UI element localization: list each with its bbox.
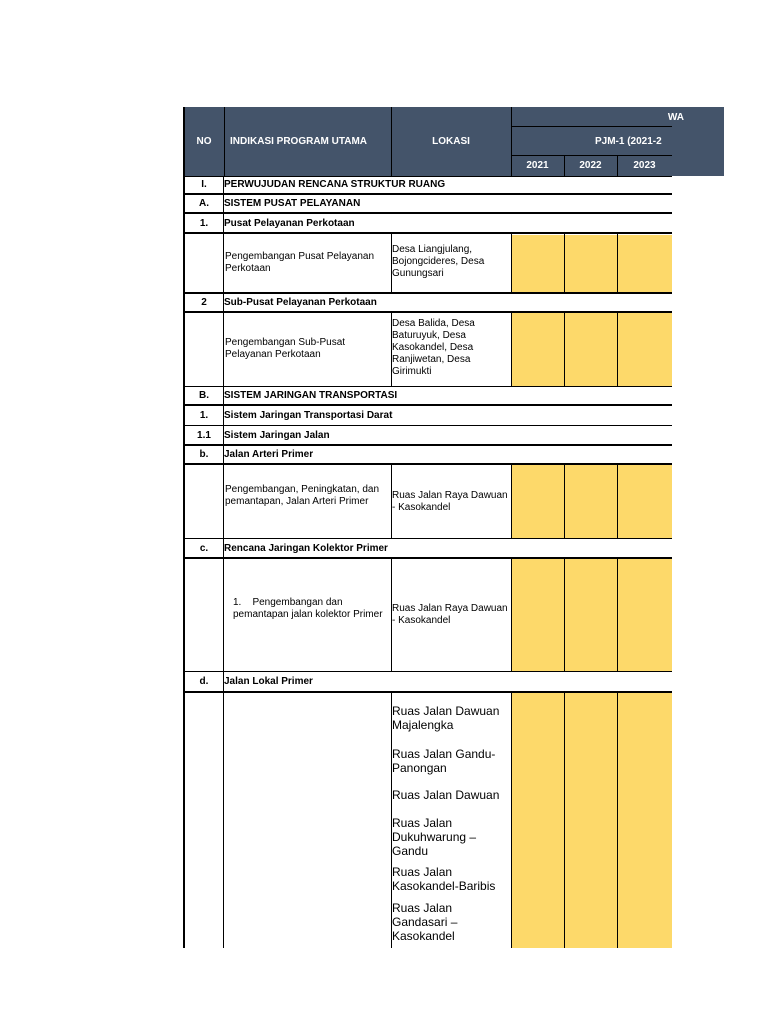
row-number: B. bbox=[199, 390, 209, 401]
lokasi-item: Ruas Jalan Dukuhwarung – Gandu bbox=[392, 816, 477, 858]
row-divider bbox=[184, 444, 672, 446]
lokasi-item: Ruas Jalan Gandu-Panongan bbox=[392, 747, 496, 775]
row-divider bbox=[184, 538, 672, 539]
program-text: Pengembangan, Peningkatan, dan pemantapan, Jalan Arteri Primer bbox=[225, 484, 380, 507]
header-year-2021 bbox=[511, 155, 564, 176]
header-waktu-label: WA bbox=[667, 111, 684, 123]
column-divider bbox=[511, 691, 512, 948]
year-cell bbox=[618, 313, 672, 386]
program-text: 1. Pengembangan dan pemantapan jalan kolektor Primer bbox=[233, 597, 383, 620]
row-number: 1. bbox=[199, 218, 209, 229]
column-divider bbox=[564, 557, 565, 672]
year-cell bbox=[618, 559, 672, 671]
column-divider bbox=[511, 557, 512, 672]
row-divider bbox=[184, 557, 672, 559]
header-year-2022 bbox=[564, 155, 617, 176]
section-title: Sistem Jaringan Jalan bbox=[224, 430, 330, 441]
row-divider bbox=[184, 404, 672, 406]
program-text: Pengembangan Pusat Pelayanan Perkotaan bbox=[225, 251, 375, 274]
header-waktu bbox=[511, 107, 724, 127]
header-program bbox=[224, 107, 391, 176]
row-divider bbox=[184, 232, 672, 234]
header-pjm-label: PJM-1 (2021-2 bbox=[595, 135, 662, 147]
row-number: 2 bbox=[201, 297, 207, 308]
lokasi-item: Ruas Jalan Dawuan bbox=[392, 788, 500, 802]
row-number: A. bbox=[199, 198, 209, 209]
section-title: Rencana Jaringan Kolektor Primer bbox=[224, 543, 388, 554]
row-number: d. bbox=[199, 676, 209, 687]
row-divider bbox=[184, 671, 672, 672]
column-divider bbox=[564, 691, 565, 948]
column-divider bbox=[617, 691, 618, 948]
row-divider bbox=[184, 193, 672, 195]
year-cell bbox=[565, 559, 617, 671]
section-title: SISTEM PUSAT PELAYANAN bbox=[224, 198, 361, 209]
column-divider bbox=[183, 107, 185, 948]
column-divider bbox=[617, 311, 618, 387]
header-lokasi-label: LOKASI bbox=[432, 136, 470, 147]
row-divider bbox=[184, 463, 672, 465]
year-cell bbox=[512, 313, 564, 386]
row-divider bbox=[184, 176, 672, 177]
year-cell bbox=[618, 465, 672, 538]
column-divider bbox=[617, 557, 618, 672]
row-number: 1.1 bbox=[197, 430, 211, 441]
header-divider bbox=[617, 155, 618, 176]
year-cell bbox=[512, 693, 564, 948]
header-divider bbox=[224, 107, 225, 176]
section-title: PERWUJUDAN RENCANA STRUKTUR RUANG bbox=[224, 179, 446, 190]
row-number: b. bbox=[199, 449, 209, 460]
lokasi-text: Desa Balida, Desa Baturuyuk, Desa Kasokandel, Desa Ranjiwetan, Desa Girimukti bbox=[392, 318, 475, 377]
lokasi-item: Ruas Jalan Kasokandel-Baribis bbox=[392, 865, 496, 893]
row-divider bbox=[184, 292, 672, 294]
header-lokasi bbox=[391, 107, 511, 176]
year-cell bbox=[565, 313, 617, 386]
header-divider bbox=[511, 107, 512, 176]
row-number: 1. bbox=[199, 410, 209, 421]
column-divider bbox=[564, 311, 565, 387]
header-divider bbox=[511, 155, 672, 156]
header-divider bbox=[391, 107, 392, 176]
row-divider bbox=[184, 311, 672, 313]
year-cell bbox=[512, 559, 564, 671]
lokasi-item: Ruas Jalan Dawuan Majalengka bbox=[392, 704, 500, 732]
header-no bbox=[184, 107, 224, 176]
header-extension bbox=[672, 155, 724, 176]
row-number: c. bbox=[199, 543, 209, 554]
year-label: 2023 bbox=[633, 160, 656, 171]
column-divider bbox=[511, 232, 512, 294]
program-text: Pengembangan Sub-Pusat Pelayanan Perkotaan bbox=[225, 337, 346, 360]
header-program-label: INDIKASI PROGRAM UTAMA bbox=[230, 136, 368, 147]
year-label: 2022 bbox=[579, 160, 602, 171]
row-divider bbox=[184, 386, 672, 387]
section-title: Pusat Pelayanan Perkotaan bbox=[224, 218, 355, 229]
year-cell bbox=[512, 465, 564, 538]
lokasi-text: Desa Liangjulang, Bojongcideres, Desa Gunungsari bbox=[392, 244, 485, 279]
lokasi-text: Ruas Jalan Raya Dawuan - Kasokandel bbox=[392, 603, 508, 626]
year-cell bbox=[618, 235, 672, 292]
column-divider bbox=[511, 463, 512, 539]
year-cell bbox=[565, 693, 617, 948]
row-divider bbox=[184, 425, 672, 426]
row-number: I. bbox=[201, 179, 207, 190]
column-divider bbox=[511, 311, 512, 387]
header-no-label: NO bbox=[196, 136, 212, 147]
row-divider bbox=[184, 691, 672, 693]
header-divider bbox=[511, 126, 672, 127]
section-title: SISTEM JARINGAN TRANSPORTASI bbox=[224, 390, 398, 401]
column-divider bbox=[223, 176, 224, 948]
section-title: Jalan Arteri Primer bbox=[224, 449, 314, 460]
column-divider bbox=[617, 232, 618, 294]
lokasi-text: Ruas Jalan Raya Dawuan - Kasokandel bbox=[392, 490, 508, 513]
header-pjm bbox=[511, 127, 724, 155]
year-cell bbox=[565, 235, 617, 292]
year-cell bbox=[512, 235, 564, 292]
header-year-2023 bbox=[617, 155, 672, 176]
header-divider bbox=[564, 155, 565, 176]
column-divider bbox=[564, 232, 565, 294]
year-cell bbox=[618, 693, 672, 948]
section-title: Sub-Pusat Pelayanan Perkotaan bbox=[224, 297, 377, 308]
lokasi-item: Ruas Jalan Gandasari – Kasokandel bbox=[392, 901, 458, 943]
section-title: Jalan Lokal Primer bbox=[224, 676, 313, 687]
row-divider bbox=[184, 212, 672, 214]
year-cell bbox=[565, 465, 617, 538]
year-label: 2021 bbox=[526, 160, 549, 171]
column-divider bbox=[617, 463, 618, 539]
section-title: Sistem Jaringan Transportasi Darat bbox=[224, 410, 393, 421]
column-divider bbox=[564, 463, 565, 539]
